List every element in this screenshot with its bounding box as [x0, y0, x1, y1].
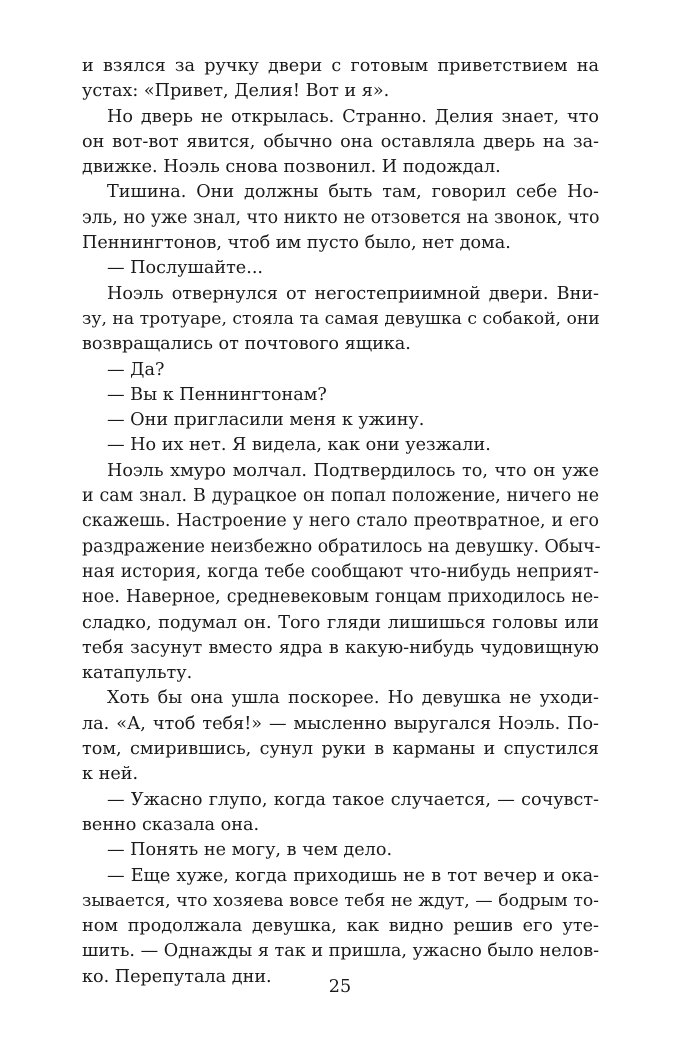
text-line: сладко, подумал он. Того гляди лишишься головы или: [82, 612, 599, 633]
text-line: скажешь. Настроение у него стало преотвратное, и его: [82, 511, 599, 532]
text-line: возвращались от почтового ящика.: [82, 334, 411, 355]
text-line: Ноэль хмуро молчал. Подтвердилось то, что он уже: [107, 460, 599, 481]
text-line: катапульту.: [82, 663, 193, 684]
text-line: — Послушайте...: [107, 258, 263, 279]
text-line: движке. Ноэль снова позвонил. И подождал.: [82, 157, 501, 178]
text-line: и сам знал. В дурацкое он попал положение, ничего не: [82, 486, 599, 507]
text-line: устах: «Привет, Делия! Вот и я».: [82, 81, 390, 102]
text-line: ном продолжала девушка, как видно решив его уте-: [82, 916, 599, 937]
text-line: Тишина. Они должны быть там, говорил себе Но-: [107, 182, 599, 203]
text-line: зу, на тротуаре, стояла та самая девушка с собакой, они: [82, 308, 600, 329]
text-line: том, смирившись, сунул руки в карманы и спустился: [82, 739, 599, 760]
text-line: — Ужасно глупо, когда такое случается, — сочувст-: [107, 789, 599, 810]
text-line: — Да?: [107, 359, 165, 380]
text-line: Но дверь не открылась. Странно. Делия знает, что: [107, 106, 599, 127]
text-line: эль, но уже знал, что никто не отзовется на звонок, что: [82, 207, 600, 228]
text-line: и взялся за ручку двери с готовым приветствием на: [82, 56, 599, 76]
text-line: — Вы к Пеннингтонам?: [107, 384, 327, 405]
text-line: венно сказала она.: [82, 814, 260, 835]
text-line: тебя засунут вместо ядра в какую-нибудь чудовищную: [82, 637, 599, 658]
text-line: зывается, что хозяева вовсе тебя не ждут, — бодрым то-: [82, 890, 599, 911]
text-line: — Еще хуже, когда приходишь не в тот вечер и ока-: [107, 865, 599, 886]
text-line: шить. — Однажды я так и пришла, ужасно было нелов-: [82, 941, 600, 962]
text-line: он вот-вот явится, обычно она оставляла дверь на за-: [82, 131, 599, 152]
text-line: ко. Перепутала дни.: [82, 966, 272, 987]
text-line: к ней.: [82, 764, 139, 785]
text-line: — Они пригласили меня к ужину.: [107, 410, 425, 431]
text-line: Пеннингтонов, чтоб им пусто было, нет дома.: [82, 233, 511, 254]
text-line: раздражение неизбежно обратилось на девушку. Обыч-: [82, 536, 601, 557]
text-line: ла. «А, чтоб тебя!» — мысленно выругался Ноэль. По-: [82, 713, 599, 734]
text-line: ная история, когда тебе сообщают что-нибудь неприят-: [82, 561, 599, 582]
text-line: ное. Наверное, средневековым гонцам приходилось не-: [82, 587, 599, 608]
text-line: — Понять не могу, в чем дело.: [107, 840, 393, 861]
text-line: Ноэль отвернулся от негостеприимной двери. Вни-: [107, 283, 599, 304]
text-line: Хоть бы она ушла поскорее. Но девушка не уходи-: [107, 688, 599, 709]
text-line: — Но их нет. Я видела, как они уезжали.: [107, 435, 491, 456]
body-text: [82, 54, 599, 990]
page-number: 25: [328, 977, 352, 997]
